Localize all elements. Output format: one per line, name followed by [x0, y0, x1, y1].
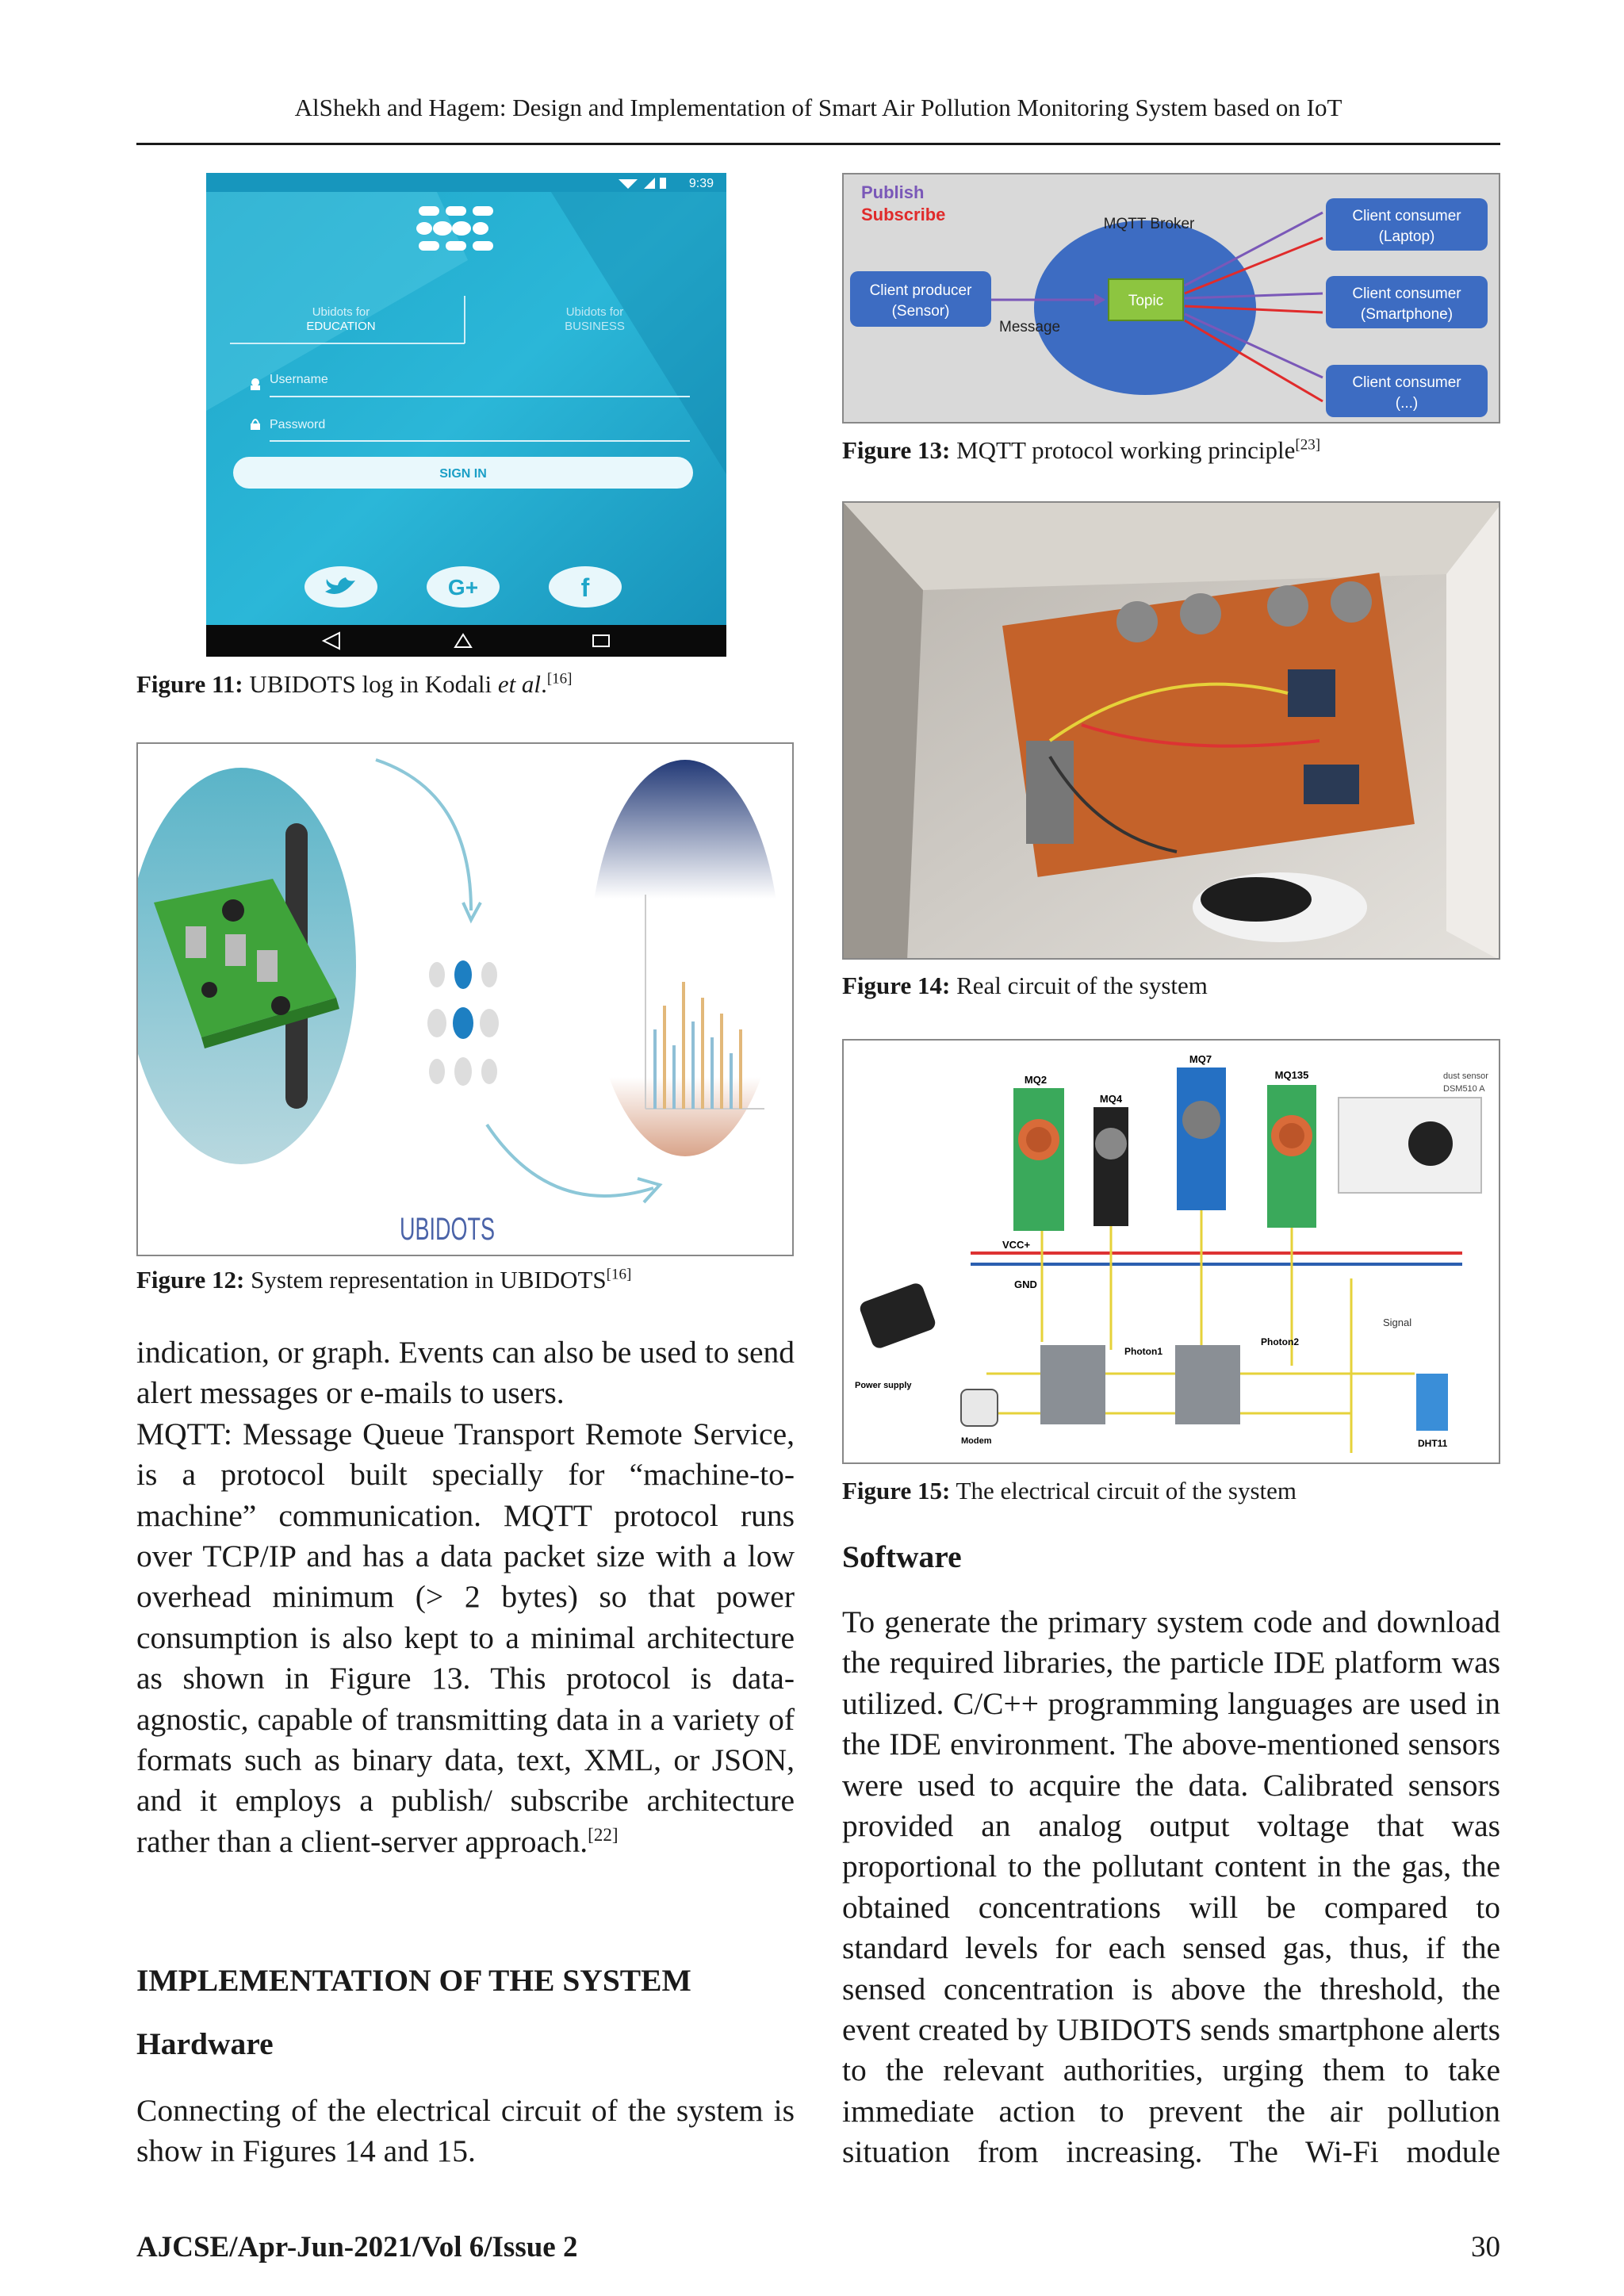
- ubidots-brand: UBIDOTS: [400, 1212, 495, 1247]
- figure-14-image: [842, 501, 1500, 960]
- figure-15-image: [842, 1039, 1500, 1464]
- svg-text:Photon2: Photon2: [1261, 1336, 1299, 1347]
- svg-text:Message: Message: [999, 319, 1061, 335]
- svg-text:(...): (...): [1395, 395, 1419, 412]
- svg-text:Ubidots for: Ubidots for: [312, 305, 370, 319]
- svg-text:GND: GND: [1014, 1278, 1037, 1290]
- figure-13-caption: Figure 13: MQTT protocol working principle[23]: [842, 436, 1321, 464]
- username-field: Username: [270, 373, 328, 386]
- svg-text:(Sensor): (Sensor): [891, 303, 950, 320]
- figure-14-caption: Figure 14: Real circuit of the system: [842, 972, 1208, 999]
- tab-business: BUSINESS: [565, 320, 625, 333]
- subsection-heading-software: Software: [842, 1539, 962, 1574]
- subscribe-label: Subscribe: [861, 205, 946, 224]
- svg-text:VCC+: VCC+: [1002, 1239, 1031, 1251]
- password-field: Password: [270, 418, 326, 431]
- hardware-paragraph: Connecting of the electrical circuit of the system is show in Figures 14 and 15.: [136, 2093, 795, 2169]
- svg-text:DSM510 A: DSM510 A: [1443, 1084, 1485, 1094]
- paragraph-mqtt: MQTT: Message Queue Transport Remote Service, is a protocol built specially for “machine-to-machine” communication. MQTT protocol runs over TCP/IP and has a data packet size with a low overhead minimum (> 2 bytes) so that power consumption is also kept to a minimal architecture as shown in Figure 13. This protocol is data-agnostic, capable of transmitting data in a variety of formats such as binary data, text, XML, or JSON, and it employs a publish/ subscribe architecture rather than a client-server approach.[22]: [136, 1416, 795, 1859]
- left-column-text: [136, 1332, 795, 1862]
- status-time: 9:39: [688, 177, 714, 190]
- subsection-heading-hardware: Hardware: [136, 2026, 274, 2061]
- svg-text:G+: G+: [447, 575, 479, 600]
- mq4-sensor: [1094, 1107, 1128, 1226]
- svg-text:dust sensor: dust sensor: [1443, 1071, 1488, 1081]
- page-number: 30: [1471, 2231, 1500, 2263]
- figure-11-image: [206, 173, 726, 657]
- paragraph: indication, or graph. Events can also be used to send alert messages or e-mails to users.: [136, 1335, 795, 1411]
- software-paragraph: To generate the primary system code and download the required libraries, the particle IDE platform was utilized. C/C++ programming languages are used in the IDE environment. The above-mentioned sensors were used to acquire the data. Calibrated sensors provided an analog output voltage that was proportional to the pollutant content in the gas, the obtained concentrations will be compared to standard levels for each sensed gas, thus, if the sensed concentration is above the threshold, the event created by UBIDOTS sends smartphone alerts to the relevant authorities, urging them to take immediate action to prevent the air pollution situation from increasing. The Wi-Fi module: [842, 1604, 1500, 2170]
- section-heading-implementation: IMPLEMENTATION OF THE SYSTEM: [136, 1963, 691, 1998]
- header-rule: [136, 143, 1500, 145]
- svg-text:Ubidots for: Ubidots for: [565, 305, 624, 319]
- modem-icon: [961, 1389, 998, 1426]
- svg-text:MQ7: MQ7: [1189, 1053, 1212, 1065]
- tab-education: EDUCATION: [306, 320, 376, 333]
- ubidots-dots-icon: [427, 960, 499, 1086]
- dht11-sensor: [1416, 1374, 1448, 1431]
- figure-12-caption: Figure 12: System representation in UBIDOTS[16]: [136, 1266, 632, 1294]
- svg-text:Client consumer: Client consumer: [1352, 286, 1461, 302]
- figure-15-caption: Figure 15: The electrical circuit of the system: [842, 1477, 1297, 1504]
- svg-text:MQ4: MQ4: [1099, 1093, 1123, 1105]
- publish-label: Publish: [861, 182, 925, 202]
- ubidots-logo: [416, 206, 493, 251]
- svg-text:Modem: Modem: [961, 1436, 992, 1446]
- svg-text:Photon1: Photon1: [1124, 1346, 1162, 1357]
- svg-text:SIGN IN: SIGN IN: [439, 467, 487, 481]
- svg-text:Client producer: Client producer: [869, 282, 972, 299]
- figure-11-caption: Figure 11: UBIDOTS log in Kodali et al.[16]: [136, 670, 573, 698]
- svg-text:Power supply: Power supply: [855, 1381, 912, 1390]
- svg-text:(Laptop): (Laptop): [1378, 228, 1435, 245]
- svg-text:MQ135: MQ135: [1274, 1069, 1309, 1081]
- photon2-board: [1175, 1345, 1240, 1424]
- footer-journal: AJCSE/Apr-Jun-2021/Vol 6/Issue 2: [136, 2231, 578, 2263]
- svg-text:DHT11: DHT11: [1418, 1438, 1448, 1449]
- svg-text:Signal: Signal: [1383, 1317, 1412, 1328]
- svg-text:f: f: [580, 573, 590, 602]
- running-head: AlShekh and Hagem: Design and Implementation of Smart Air Pollution Monitoring System based on IoT: [294, 94, 1342, 121]
- svg-text:MQTT Broker: MQTT Broker: [1103, 216, 1195, 232]
- svg-text:Topic: Topic: [1128, 293, 1164, 309]
- svg-text:(Smartphone): (Smartphone): [1360, 306, 1454, 323]
- svg-text:Client consumer: Client consumer: [1352, 374, 1461, 391]
- svg-text:MQ2: MQ2: [1024, 1074, 1048, 1086]
- photon1-board: [1040, 1345, 1105, 1424]
- figure-13-image: [842, 173, 1500, 424]
- figure-12-image: [136, 742, 794, 1256]
- svg-text:Client consumer: Client consumer: [1352, 208, 1461, 224]
